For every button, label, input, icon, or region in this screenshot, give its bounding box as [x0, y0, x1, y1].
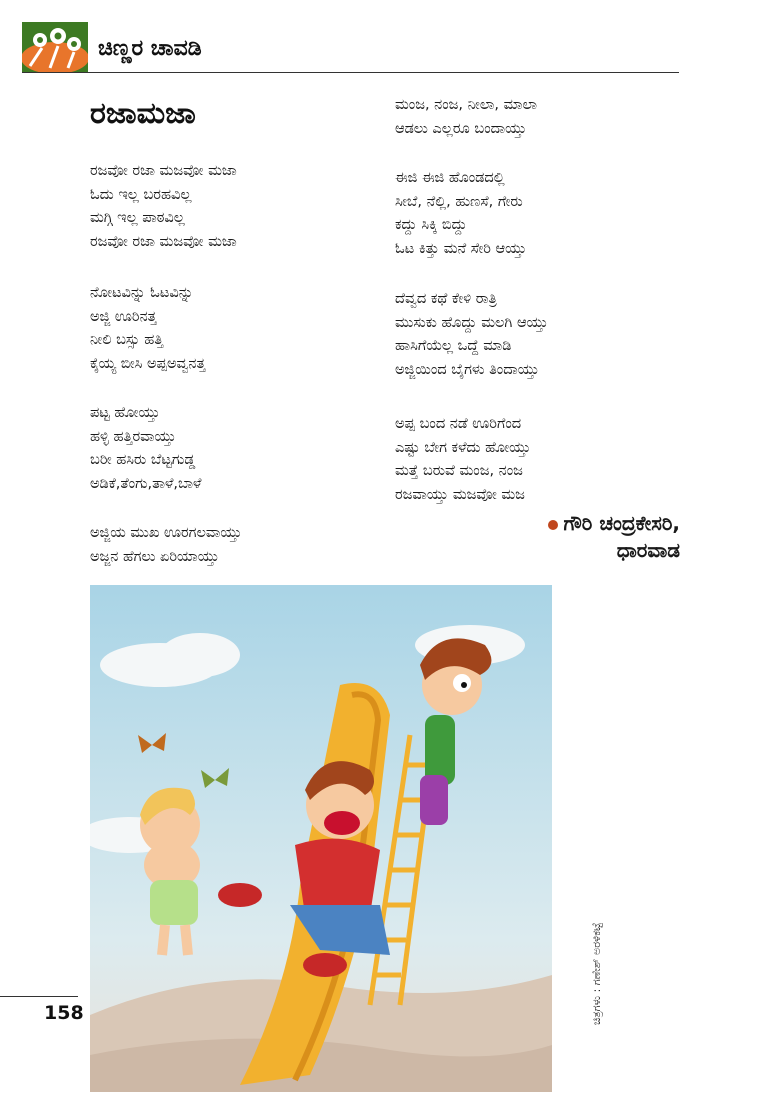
- poem-line: ಎಷ್ಟು ಬೇಗ ಕಳೆದು ಹೋಯ್ತು: [395, 439, 531, 456]
- poem-line: ಮಂಜ, ನಂಜ, ನೀಲಾ, ಮಾಲಾ: [395, 97, 538, 113]
- illustration-credit: [570, 850, 603, 1025]
- poem-line: ಮುಸುಕು ಹೊದ್ದು ಮಲಗಿ ಆಯ್ತು: [395, 314, 548, 331]
- poem-line: ಅಜ್ಜಿಯ ಮುಖ ಊರಗಲವಾಯ್ತು: [90, 525, 242, 541]
- poem-line: ಓಟ ಕಿತ್ತು ಮನೆ ಸೇರಿ ಆಯ್ತು: [395, 240, 527, 257]
- stanza-left-1: [90, 160, 237, 254]
- poem-line: ಬರೀ ಹಸಿರು ಬೆಟ್ಟಗುಡ್ಡ: [90, 452, 196, 468]
- stanza-left-4: [90, 522, 242, 569]
- poem-line: ಓದು ಇಲ್ಲ ಬರಹವಿಲ್ಲ: [90, 186, 192, 203]
- poem-line: ಅಡಿಕೆ,ತೆಂಗು,ತಾಳೆ,ಬಾಳೆ: [90, 475, 202, 492]
- author-name-line: [500, 510, 680, 537]
- section-title: ಚಿಣ್ಣರ ಚಾವಡಿ: [98, 36, 202, 61]
- poem-line: ಹಾಸಿಗೆಯೆಲ್ಲ ಒದ್ದೆ ಮಾಡಿ: [395, 338, 512, 354]
- bullet-dot-icon: [548, 520, 558, 530]
- poem-line: ಅಜ್ಜನ ಹೆಗಲು ಏರಿಯಾಯ್ತು: [90, 548, 220, 565]
- poem-line: ಸೀಬೆ, ನೆಲ್ಲಿ, ಹುಣಸೆ, ಗೇರು: [395, 193, 523, 210]
- poem-line: ಕದ್ದು ಸಿಕ್ಕಿ ಬಿದ್ದು: [395, 217, 467, 233]
- stanza-right-3: [395, 288, 548, 382]
- stanza-right-2: [395, 167, 526, 261]
- stanza-right-1: [395, 94, 537, 141]
- poem-line: ಕೈಯ್ಯ ಬೀಸಿ ಅಪ್ಪಅವ್ವನತ್ತ: [90, 355, 206, 372]
- page-number-divider: [0, 996, 78, 997]
- author-place: ಧಾರವಾಡ: [616, 538, 680, 562]
- poem-line: ಮತ್ತೆ ಬರುವೆ ಮಂಜ, ನಂಜ: [395, 463, 523, 479]
- poem-line: ಆಡಲು ಎಲ್ಲರೂ ಬಂದಾಯ್ತು: [395, 120, 527, 137]
- poem-line: ಈಜಿ ಈಜಿ ಹೊಂಡದಲ್ಲಿ: [395, 170, 505, 186]
- poem-line: ಅಜ್ಜಿಯಿಂದ ಬೈಗಳು ತಿಂದಾಯ್ತು: [395, 361, 540, 378]
- author-name: ಗೌರಿ ಚಂದ್ರಕೇಸರಿ,: [563, 511, 680, 535]
- poem-line: ರಜವಾಯ್ತು ಮಜವೋ ಮಜ: [395, 486, 525, 503]
- poem-line: ರಜವೋ ರಜಾ ಮಜವೋ ಮಜಾ: [90, 163, 237, 179]
- author-byline: [500, 510, 680, 564]
- poem-line: ಮಗ್ಗಿ ಇಲ್ಲ ಪಾಠವಿಲ್ಲ: [90, 210, 185, 226]
- magazine-logo: [22, 22, 88, 72]
- poem-line: ನೀಲಿ ಬಸ್ಸು ಹತ್ತಿ: [90, 332, 164, 348]
- illustration-credit-text: ಚಿತ್ರಗಳು : ಗಣೇಶ್ ಅರಳಿಕಟ್ಟೆ: [590, 922, 603, 1025]
- poem-line: ನೋಟವಿನ್ನು ಓಟವಿನ್ನು: [90, 285, 194, 301]
- poem-line: ಪಟ್ಟ ಹೋಯ್ತು: [90, 405, 160, 421]
- stanza-left-3: [90, 402, 202, 496]
- page-number: 158: [44, 1002, 84, 1024]
- stanza-left-2: [90, 282, 205, 376]
- stanza-right-4: [395, 413, 531, 507]
- poem-line: ರಜವೋ ರಜಾ ಮಜವೋ ಮಜಾ: [90, 233, 237, 250]
- poem-line: ಅಜ್ಜಿ ಊರಿನತ್ತ: [90, 308, 157, 325]
- poem-title: ರಜಾಮಜಾ: [90, 96, 196, 131]
- poem-line: ಹಳ್ಳಿ ಹತ್ತಿರವಾಯ್ತು: [90, 428, 176, 445]
- poem-line: ಅಪ್ಪ ಬಂದ ನಡೆ ಊರಿಗೆಂದ: [395, 416, 522, 432]
- header-divider: [22, 72, 679, 73]
- children-slide-illustration: [90, 585, 552, 1092]
- poem-line: ದೆವ್ವದ ಕಥೆ ಕೇಳಿ ರಾತ್ರಿ: [395, 291, 497, 307]
